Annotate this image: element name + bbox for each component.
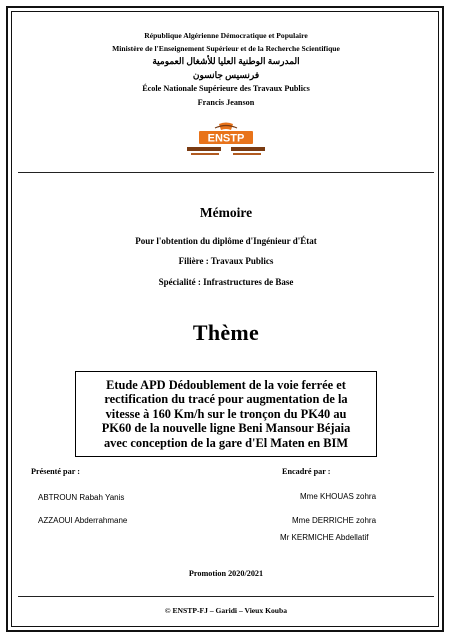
document-type: Mémoire: [199, 205, 253, 220]
specialite: Spécialité : Infrastructures de Base: [158, 277, 294, 287]
supervisor-name: Mme KHOUAS zohra: [300, 492, 377, 501]
republic-line: République Algérienne Démocratique et Populaire: [144, 31, 308, 40]
theme-line: vitesse à 160 Km/h sur le tronçon du PK40 au: [105, 406, 347, 421]
arabic-school-line: المدرسة الوطنية العليا للأشغال العمومية: [152, 56, 300, 66]
arabic-founder-line: فرنسيس جانسون: [192, 70, 260, 80]
ministry-line: Ministère de l'Enseignement Supérieur et de la Recherche Scientifique: [112, 44, 340, 53]
theme-line: rectification du tracé pour augmentation de la: [104, 392, 348, 407]
supervisor-name: Mme DERRICHE zohra: [292, 516, 377, 525]
theme-heading: Thème: [192, 320, 260, 345]
header-separator: [18, 172, 434, 173]
presented-by-label: Présenté par :: [31, 467, 80, 476]
theme-line: avec conception de la gare d'El Maten en BIM: [103, 435, 349, 450]
footer-separator: [18, 596, 434, 597]
school-line: École Nationale Supérieure des Travaux Publics: [142, 84, 310, 93]
supervised-by-label: Encadré par :: [282, 467, 331, 476]
theme-line: Etude APD Dédoublement de la voie ferrée et: [106, 377, 346, 392]
promotion: Promotion 2020/2021: [188, 569, 264, 578]
filiere: Filière : Travaux Publics: [178, 256, 274, 266]
supervisor-name: Mr KERMICHE Abdellatif: [280, 533, 369, 542]
student-name: AZZAOUI Abderrahmane: [38, 516, 128, 525]
logo-text: ENSTP: [207, 132, 245, 145]
founder-line: Francis Jeanson: [197, 98, 255, 107]
student-name: ABTROUN Rabah Yanis: [38, 493, 125, 502]
footer-copyright: © ENSTP-FJ – Garidi – Vieux Kouba: [164, 606, 288, 615]
theme-line: PK60 de la nouvelle ligne Beni Mansour Béjaia: [101, 421, 351, 436]
enstp-logo: [185, 122, 267, 160]
diploma-purpose: Pour l'obtention du diplôme d'Ingénieur d'État: [135, 236, 317, 246]
theme-title-box: [75, 371, 377, 457]
